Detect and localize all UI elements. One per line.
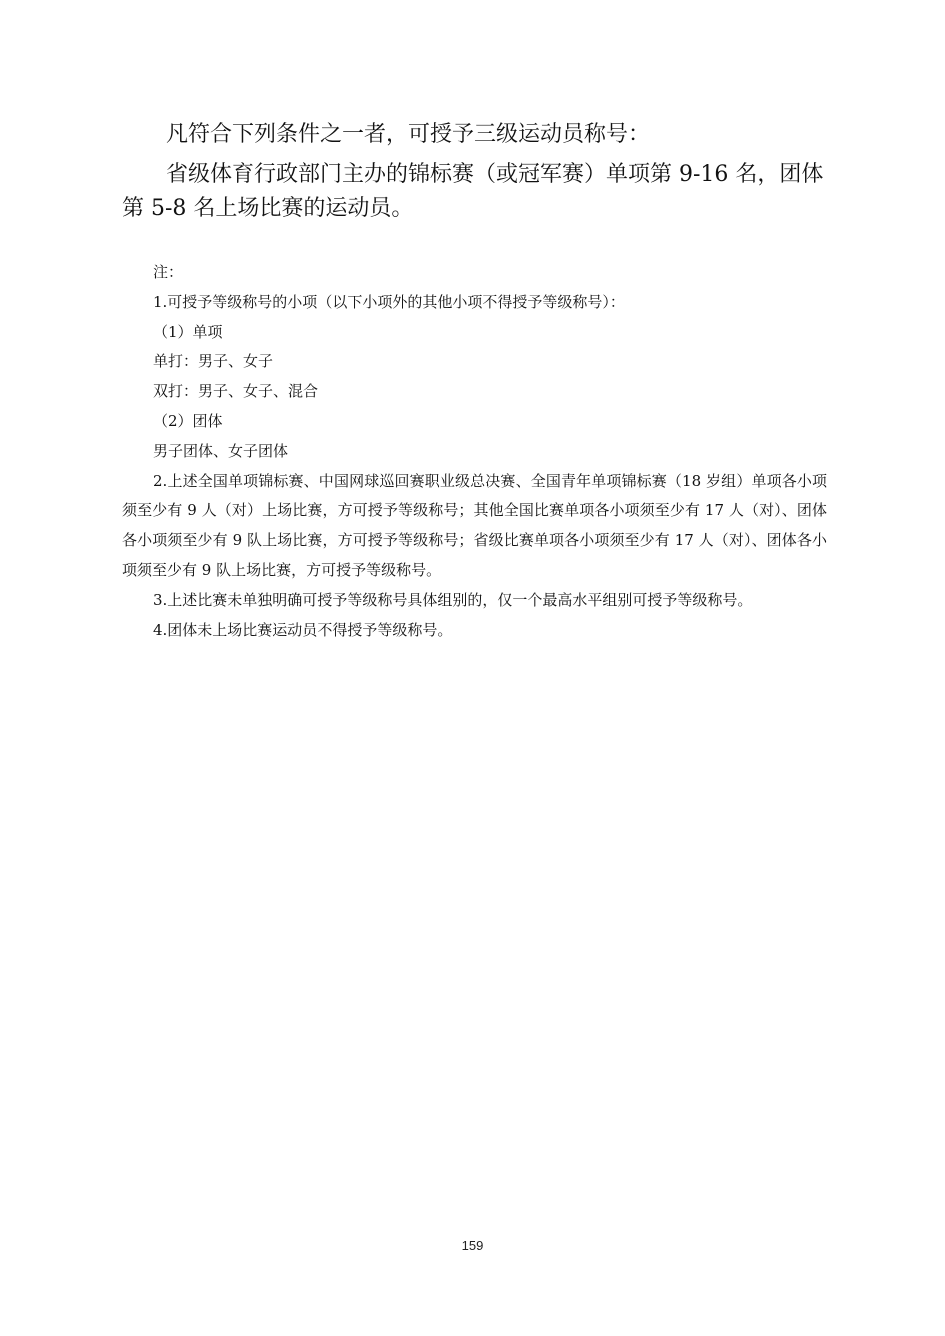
note-item-3: 3.上述比赛未单独明确可授予等级称号具体组别的，仅一个最高水平组别可授予等级称号。 (153, 590, 753, 609)
notes-section (122, 258, 827, 645)
paragraph-conditions-intro: 凡符合下列条件之一者，可授予三级运动员称号： (166, 122, 651, 147)
note-item-1: 1.可授予等级称号的小项（以下小项外的其他小项不得授予等级称号）： (153, 292, 625, 311)
note-team-heading: （2）团体 (153, 411, 223, 430)
page-number: 159 (461, 1238, 484, 1253)
note-doubles: 双打：男子、女子、混合 (153, 382, 319, 401)
note-singles-heading: （1）单项 (153, 322, 223, 341)
note-item-4: 4.团体未上场比赛运动员不得授予等级称号。 (153, 620, 453, 639)
note-item-2: 2.上述全国单项锦标赛、中国网球巡回赛职业级总决赛、全国青年单项锦标赛（18 岁组）单项各小项须至少有 9 人（对）上场比赛，方可授予等级称号；其他全国比赛单项各小项须至少有 17 人（对）、团体各小项须至少有 9 队上场比赛，方可授予等级称号；省级比赛单项各小项须至少有 17 人（对）、团体各小项须至少有 9 队上场比赛，方可授予等级称号。 (122, 471, 827, 579)
note-singles: 单打：男子、女子 (153, 352, 274, 371)
paragraph-conditions-detail: 省级体育行政部门主办的锦标赛（或冠军赛）单项第 9-16 名，团体第 5-8 名上场比赛的运动员。 (122, 162, 824, 221)
note-team: 男子团体、女子团体 (153, 441, 289, 460)
notes-heading: 注： (153, 263, 184, 281)
